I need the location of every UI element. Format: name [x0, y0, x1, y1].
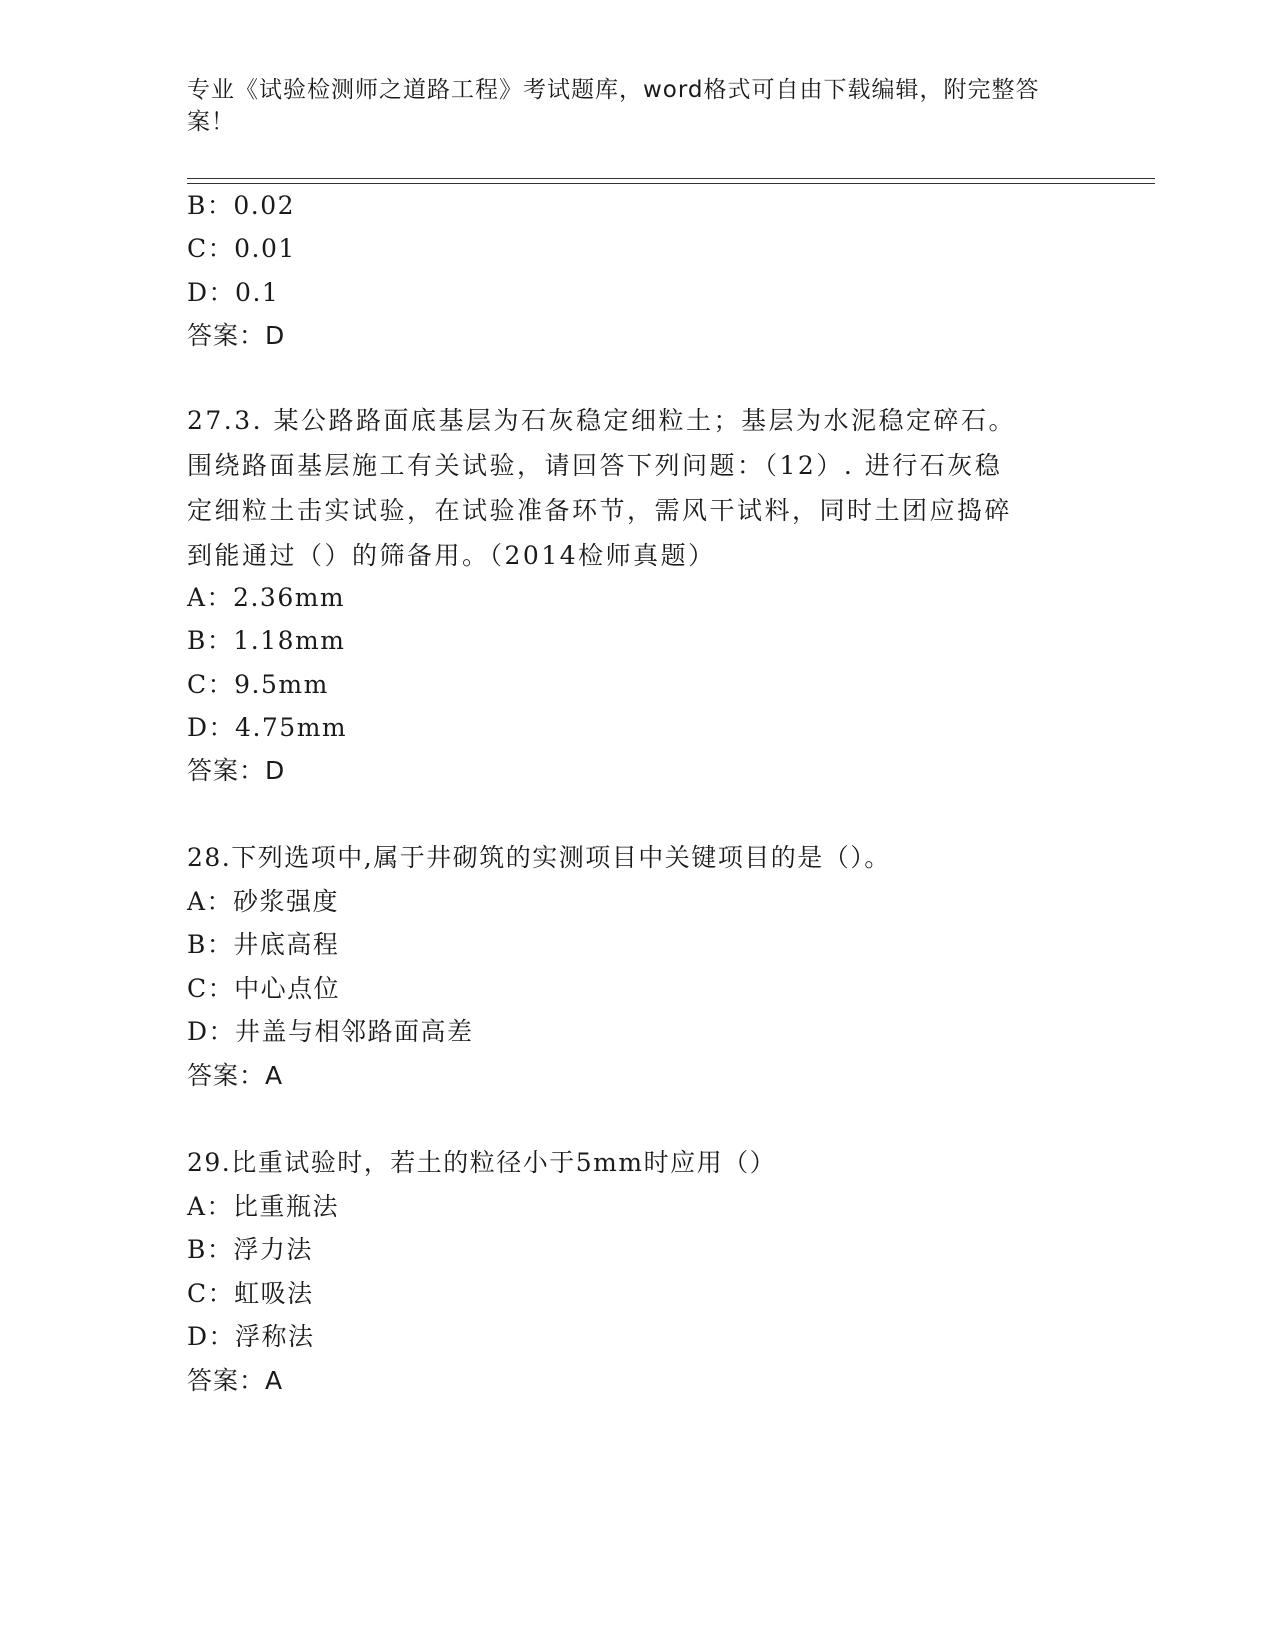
option-a: A：砂浆强度 — [187, 887, 340, 916]
question-line: 27.3. 某公路路面底基层为石灰稳定细粒土；基层为水泥稳定碎石。 — [187, 406, 1017, 435]
option-c: C：中心点位 — [187, 974, 341, 1003]
option-a: A：2.36mm — [187, 583, 346, 612]
question-29-text: 29.比重试验时，若土的粒径小于5mm时应用（） — [187, 1148, 777, 1177]
question-line: 围绕路面基层施工有关试验，请回答下列问题：（12）. 进行石灰稳 — [187, 451, 1003, 480]
option-d: D：4.75mm — [187, 713, 348, 742]
option-b: B：井底高程 — [187, 930, 340, 959]
option-d: D：浮称法 — [187, 1322, 315, 1351]
header-line-1: 专业《试验检测师之道路工程》考试题库，word格式可自由下载编辑，附完整答 — [187, 77, 1040, 103]
option-b: B：0.02 — [187, 191, 296, 220]
question-27-3-text — [187, 398, 1067, 578]
answer: 答案：A — [187, 1061, 284, 1090]
document-header — [187, 74, 1087, 138]
question-line: 到能通过（）的筛备用。（2014检师真题） — [187, 541, 716, 570]
option-c: C：0.01 — [187, 234, 296, 263]
question-28-text: 28.下列选项中,属于井砌筑的实测项目中关键项目的是（）。 — [187, 843, 891, 872]
option-d: D：井盖与相邻路面高差 — [187, 1017, 474, 1046]
question-line: 定细粒土击实试验，在试验准备环节，需风干试料，同时土团应捣碎 — [187, 496, 1013, 525]
header-divider-bottom — [187, 183, 1155, 184]
answer: 答案：A — [187, 1366, 284, 1395]
answer: 答案：D — [187, 321, 286, 350]
header-line-2: 案！ — [187, 109, 235, 135]
option-d: D：0.1 — [187, 278, 280, 307]
answer: 答案：D — [187, 756, 286, 785]
option-c: C：9.5mm — [187, 670, 329, 699]
option-b: B：浮力法 — [187, 1235, 313, 1264]
option-b: B：1.18mm — [187, 626, 346, 655]
option-a: A：比重瓶法 — [187, 1192, 340, 1221]
option-c: C：虹吸法 — [187, 1279, 314, 1308]
header-divider-top — [187, 178, 1155, 179]
